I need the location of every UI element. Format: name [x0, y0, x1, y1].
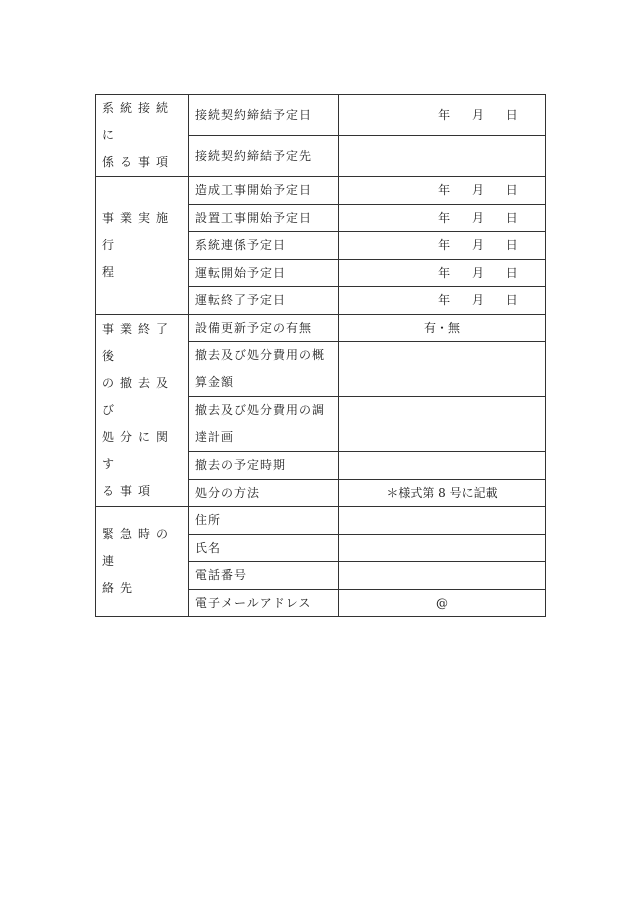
date-field[interactable] — [339, 95, 546, 136]
entry-field[interactable] — [339, 397, 546, 452]
name-field[interactable] — [339, 534, 546, 562]
row-label: 氏名 — [189, 534, 339, 562]
entry-field[interactable] — [339, 342, 546, 397]
application-form-table — [95, 94, 546, 617]
row-label: 接続契約締結予定日 — [189, 95, 339, 136]
date-placeholder: 年 月 日 — [438, 238, 518, 253]
date-field[interactable] — [339, 177, 546, 205]
email-field[interactable]: @ — [339, 589, 546, 617]
date-placeholder: 年 月 日 — [438, 293, 518, 308]
section-heading-line: 系統接続に — [102, 101, 175, 142]
date-field[interactable] — [339, 287, 546, 315]
phone-field[interactable] — [339, 562, 546, 590]
date-placeholder: 年 月 日 — [438, 107, 518, 122]
table-row — [96, 95, 546, 136]
row-label: 撤去の予定時期 — [189, 452, 339, 480]
table-row — [96, 177, 546, 205]
row-label: 電子メールアドレス — [189, 589, 339, 617]
section-heading-post-project — [96, 314, 189, 507]
date-placeholder: 年 月 日 — [438, 183, 518, 198]
section-heading-line: 事業実施行 — [102, 210, 175, 252]
row-label: 設置工事開始予定日 — [189, 204, 339, 232]
date-placeholder: 年 月 日 — [438, 265, 518, 280]
row-label: 造成工事開始予定日 — [189, 177, 339, 205]
section-heading-line: の撤去及び — [102, 375, 175, 417]
section-heading-line: 絡先 — [102, 581, 139, 595]
address-field[interactable] — [339, 507, 546, 535]
entry-field[interactable] — [339, 136, 546, 177]
yes-no-choice[interactable]: 有・無 — [339, 314, 546, 342]
row-label: 住所 — [189, 507, 339, 535]
section-heading-line: 緊急時の連 — [102, 527, 175, 568]
row-label: 設備更新予定の有無 — [189, 314, 339, 342]
row-label: 電話番号 — [189, 562, 339, 590]
date-field[interactable] — [339, 204, 546, 232]
section-heading-line: 事業終了後 — [102, 321, 175, 363]
table-row — [96, 314, 546, 342]
date-placeholder: 年 月 日 — [438, 210, 518, 225]
section-heading-emergency-contact — [96, 507, 189, 617]
date-field[interactable] — [339, 259, 546, 287]
row-label: 運転終了予定日 — [189, 287, 339, 315]
section-heading-line: 程 — [102, 264, 121, 279]
date-field[interactable] — [339, 232, 546, 260]
row-label: 撤去及び処分費用の調達計画 — [189, 397, 339, 452]
section-heading-grid-connection — [96, 95, 189, 177]
entry-field[interactable] — [339, 452, 546, 480]
section-heading-line: 処分に関す — [102, 429, 175, 471]
row-label: 処分の方法 — [189, 479, 339, 507]
row-label: 接続契約締結予定先 — [189, 136, 339, 177]
section-heading-project-schedule — [96, 177, 189, 315]
row-label: 運転開始予定日 — [189, 259, 339, 287]
row-label: 系統連係予定日 — [189, 232, 339, 260]
entry-field[interactable]: ＊様式第 8 号に記載 — [339, 479, 546, 507]
row-label: 撤去及び処分費用の概算金額 — [189, 342, 339, 397]
section-heading-line: 係る事項 — [102, 155, 175, 169]
table-row — [96, 507, 546, 535]
section-heading-line: る事項 — [102, 483, 157, 498]
